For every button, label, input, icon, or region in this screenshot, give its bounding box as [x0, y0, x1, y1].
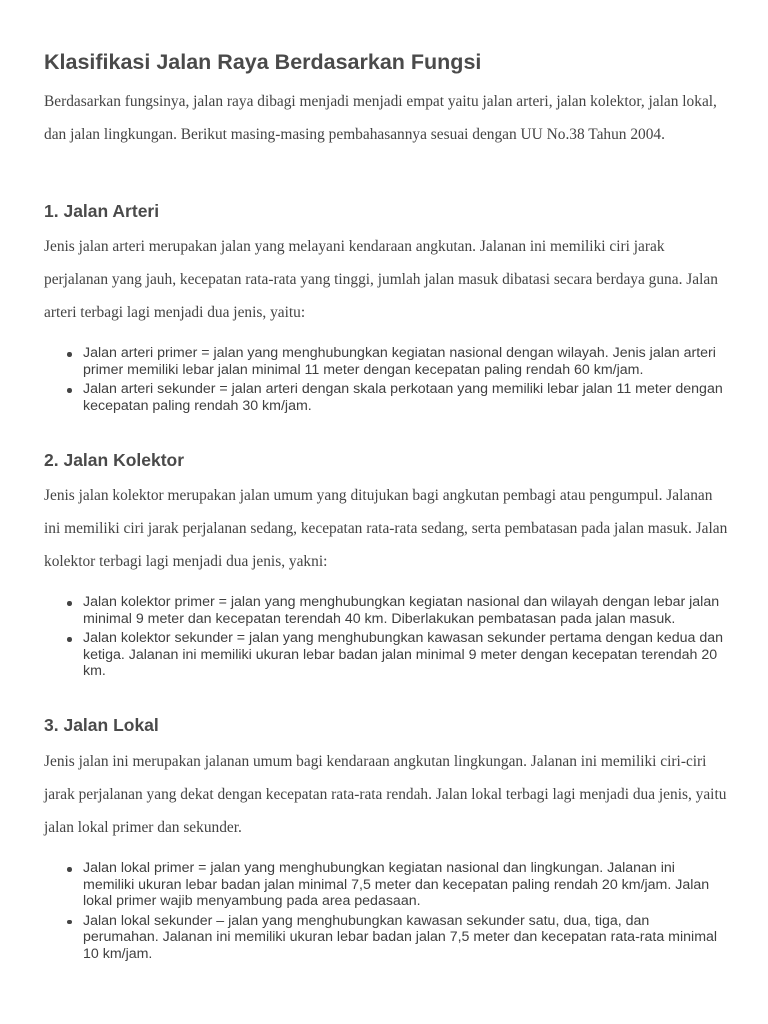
list-item — [83, 381, 728, 414]
list-item-text: Jalan lokal primer = jalan yang menghubungkan kegiatan nasional dan lingkungan. Jalanan ini memiliki ukuran lebar badan jalan minimal 7,5 meter dan kecepatan paling rendah 20 km/jam. Jalan lokal primer wajib menyambung pada area pedasaan. — [83, 860, 710, 909]
section-heading-jalan-arteri: 1. Jalan Arteri — [44, 201, 160, 221]
list-item-text: Jalan kolektor primer = jalan yang menghubungkan kegiatan nasional dan wilayah dengan lebar jalan minimal 9 meter dan kecepatan terendah 40 km. Diberlakukan pembatasan pada jalan masuk. — [83, 594, 720, 627]
section-heading-jalan-lokal: 3. Jalan Lokal — [44, 715, 159, 735]
list-item — [83, 594, 728, 627]
list-item-text: Jalan arteri sekunder = jalan arteri dengan skala perkotaan yang memiliki lebar jalan 11 meter dengan kecepatan paling rendah 30 km/jam. — [83, 381, 723, 414]
list-item — [83, 860, 728, 910]
intro-paragraph: Berdasarkan fungsinya, jalan raya dibagi menjadi menjadi empat yaitu jalan arteri, jalan kolektor, jalan lokal, dan jalan lingkungan. Berikut masing-masing pembahasannya sesuai dengan UU No.38 Tahun 2004. — [44, 93, 717, 143]
page-title: Klasifikasi Jalan Raya Berdasarkan Fungsi — [44, 50, 482, 74]
bullet-icon — [67, 388, 72, 393]
list-item — [83, 913, 728, 963]
section-paragraph-jalan-lokal: Jenis jalan ini merupakan jalanan umum bagi kendaraan angkutan lingkungan. Jalanan ini memiliki ciri-ciri jarak perjalanan yang dekat dengan kecepatan rata-rata rendah. Jalan lokal terbagi lagi menjadi dua jenis, yaitu jalan lokal primer dan sekunder. — [44, 753, 727, 836]
list-item — [83, 630, 728, 680]
bullet-icon — [67, 601, 72, 606]
bullet-icon — [67, 867, 72, 872]
bullet-list-jalan-lokal — [44, 860, 728, 965]
list-item-text: Jalan lokal sekunder – jalan yang menghubungkan kawasan sekunder satu, dua, tiga, dan perumahan. Jalanan ini memiliki ukuran lebar badan jalan 7,5 meter dan kecepatan rata-rata minimal 10 km/jam. — [83, 912, 718, 962]
list-item-text: Jalan kolektor sekunder = jalan yang menghubungkan kawasan sekunder pertama dengan kedua dan ketiga. Jalanan ini memiliki ukuran lebar badan jalan minimal 9 meter dengan kecepatan terendah 20 km. — [83, 630, 724, 679]
list-item-text: Jalan arteri primer = jalan yang menghubungkan kegiatan nasional dengan wilayah. Jenis jalan arteri primer memiliki lebar jalan minimal 11 meter dengan kecepatan paling rendah 60 km/jam. — [83, 345, 716, 378]
section-paragraph-jalan-kolektor: Jenis jalan kolektor merupakan jalan umum yang ditujukan bagi angkutan pembagi atau pengumpul. Jalanan ini memiliki ciri jarak perjalanan sedang, kecepatan rata-rata sedang, serta pembatasan pada jalan masuk. Jalan kolektor terbagi lagi menjadi dua jenis, yakni: — [44, 487, 728, 570]
bullet-list-jalan-kolektor — [44, 594, 728, 683]
bullet-list-jalan-arteri — [44, 345, 728, 417]
section-paragraph-jalan-arteri: Jenis jalan arteri merupakan jalan yang melayani kendaraan angkutan. Jalanan ini memiliki ciri jarak perjalanan yang jauh, kecepatan rata-rata yang tinggi, jumlah jalan masuk dibatasi secara berdaya guna. Jalan arteri terbagi lagi menjadi dua jenis, yaitu: — [44, 238, 718, 321]
section-heading-jalan-kolektor: 2. Jalan Kolektor — [44, 450, 185, 470]
bullet-icon — [67, 920, 72, 925]
list-item — [83, 345, 728, 378]
bullet-icon — [67, 352, 72, 357]
bullet-icon — [67, 637, 72, 642]
